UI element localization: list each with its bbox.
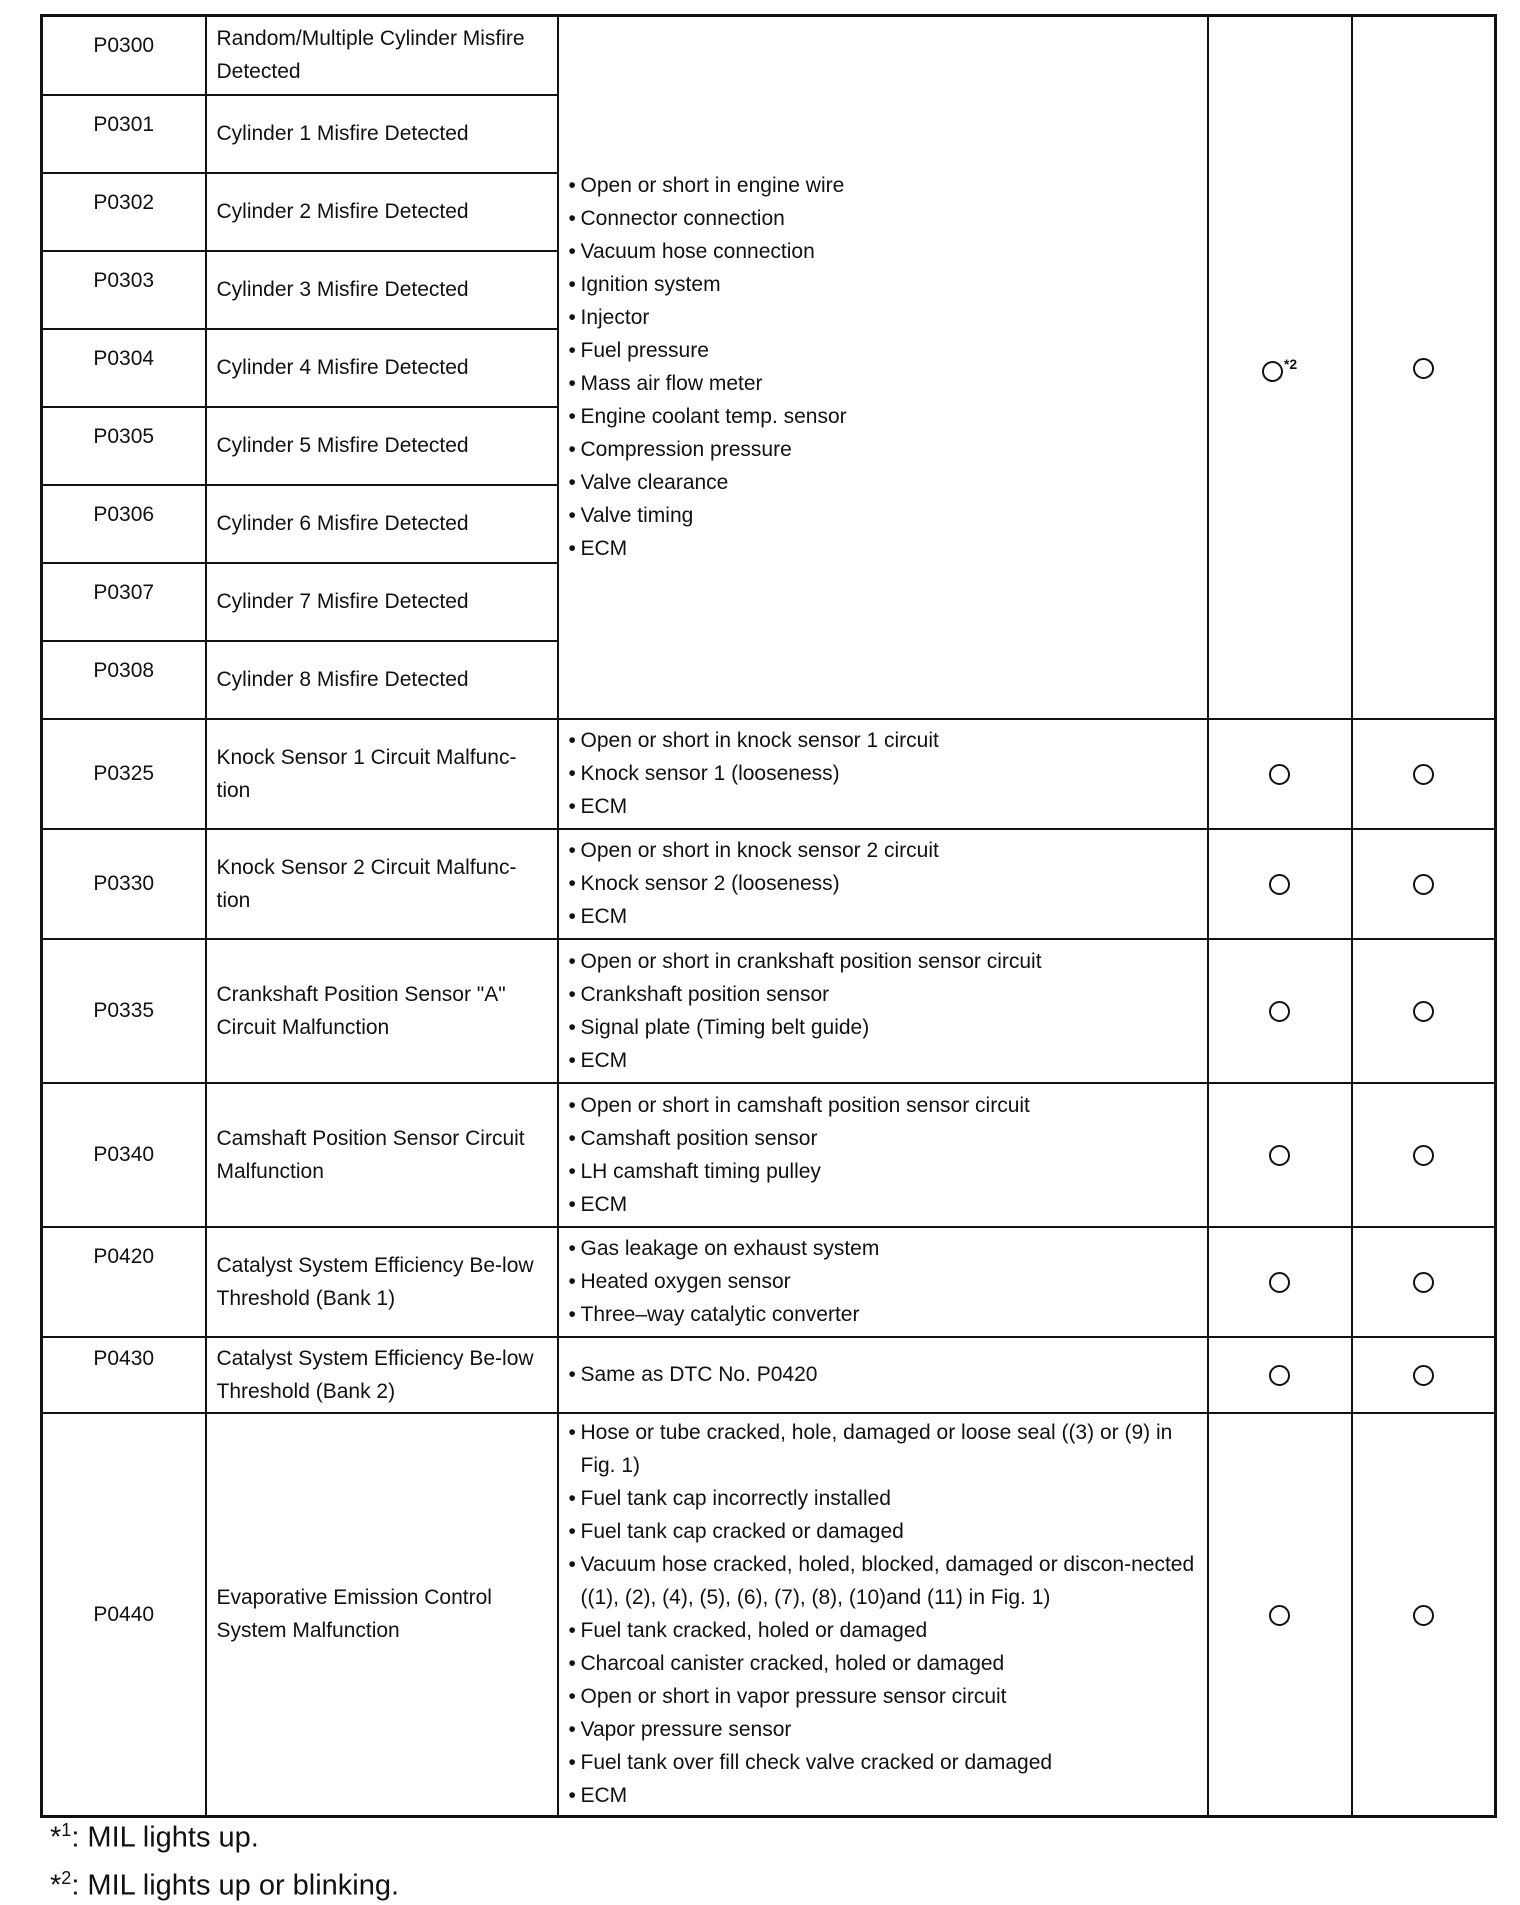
mil-cell	[1208, 939, 1352, 1083]
footnote-text: : MIL lights up.	[71, 1821, 259, 1854]
trouble-area-item: • Mass air flow meter	[569, 367, 1197, 400]
memory-cell	[1352, 1413, 1496, 1817]
dtc-code: P0440	[42, 1413, 206, 1817]
dtc-description: Crankshaft Position Sensor "A" Circuit Malfunction	[206, 939, 558, 1083]
table-row	[42, 939, 1496, 1083]
dtc-code: P0304	[42, 329, 206, 407]
dtc-code: P0307	[42, 563, 206, 641]
mil-cell	[1208, 16, 1352, 719]
trouble-area-item: • Crankshaft position sensor	[569, 978, 1197, 1011]
table-row	[42, 1083, 1496, 1227]
trouble-area-item: • Open or short in knock sensor 1 circuit	[569, 724, 1197, 757]
circle-mark-icon	[1269, 1605, 1290, 1626]
trouble-area-item: • Fuel tank cap cracked or damaged	[569, 1515, 1197, 1548]
dtc-table	[40, 14, 1497, 1818]
memory-cell	[1352, 719, 1496, 829]
mil-cell	[1208, 1413, 1352, 1817]
dtc-description: Cylinder 7 Misfire Detected	[206, 563, 558, 641]
trouble-area-item: • ECM	[569, 532, 1197, 565]
trouble-area-cell	[558, 829, 1208, 939]
table-row	[42, 16, 1496, 95]
footnote-number: 1	[61, 1820, 72, 1840]
dtc-code: P0420	[42, 1227, 206, 1337]
table-row	[42, 1227, 1496, 1337]
trouble-area-item: • LH camshaft timing pulley	[569, 1155, 1197, 1188]
dtc-code: P0430	[42, 1337, 206, 1413]
table-row	[42, 1413, 1496, 1817]
footnote-mark: *	[50, 1869, 62, 1902]
memory-cell	[1352, 16, 1496, 719]
trouble-area-list	[569, 1416, 1197, 1812]
trouble-area-item: • Same as DTC No. P0420	[569, 1358, 1197, 1391]
trouble-area-list	[569, 834, 1197, 933]
trouble-area-item: • Fuel tank cracked, holed or damaged	[569, 1614, 1197, 1647]
dtc-description: Cylinder 5 Misfire Detected	[206, 407, 558, 485]
trouble-area-item: • Open or short in engine wire	[569, 169, 1197, 202]
dtc-code: P0302	[42, 173, 206, 251]
trouble-area-item: • Signal plate (Timing belt guide)	[569, 1011, 1197, 1044]
dtc-description: Evaporative Emission Control System Malfunction	[206, 1413, 558, 1817]
dtc-code: P0330	[42, 829, 206, 939]
trouble-area-item: • Fuel tank over fill check valve cracked or damaged	[569, 1746, 1197, 1779]
trouble-area-cell	[558, 719, 1208, 829]
memory-cell	[1352, 1083, 1496, 1227]
mil-cell	[1208, 719, 1352, 829]
trouble-area-item: • ECM	[569, 1779, 1197, 1812]
dtc-description: Cylinder 1 Misfire Detected	[206, 95, 558, 173]
trouble-area-item: • Engine coolant temp. sensor	[569, 400, 1197, 433]
dtc-description: Random/Multiple Cylinder Misfire Detected	[206, 16, 558, 95]
circle-mark-icon	[1262, 361, 1283, 382]
trouble-area-item: • Connector connection	[569, 202, 1197, 235]
mil-cell	[1208, 1337, 1352, 1413]
dtc-description: Knock Sensor 2 Circuit Malfunc-tion	[206, 829, 558, 939]
trouble-area-cell	[558, 1337, 1208, 1413]
circle-mark-icon	[1269, 874, 1290, 895]
trouble-area-item: • Open or short in crankshaft position sensor circuit	[569, 945, 1197, 978]
dtc-description: Cylinder 8 Misfire Detected	[206, 641, 558, 719]
trouble-area-item: • Hose or tube cracked, hole, damaged or loose seal ((3) or (9) in Fig. 1)	[569, 1416, 1197, 1482]
dtc-code: P0306	[42, 485, 206, 563]
footnote-mark: *	[50, 1821, 62, 1854]
mil-cell	[1208, 829, 1352, 939]
trouble-area-item: • ECM	[569, 1188, 1197, 1221]
memory-cell	[1352, 829, 1496, 939]
trouble-area-list	[569, 169, 1197, 565]
table-row	[42, 829, 1496, 939]
circle-mark-icon	[1269, 1145, 1290, 1166]
dtc-description: Catalyst System Efficiency Be-low Threshold (Bank 1)	[206, 1227, 558, 1337]
trouble-area-item: • Valve clearance	[569, 466, 1197, 499]
dtc-code: P0305	[42, 407, 206, 485]
circle-mark-icon	[1413, 1001, 1434, 1022]
trouble-area-item: • Gas leakage on exhaust system	[569, 1232, 1197, 1265]
dtc-code: P0308	[42, 641, 206, 719]
trouble-area-cell	[558, 939, 1208, 1083]
trouble-area-item: • ECM	[569, 790, 1197, 823]
table-row	[42, 1337, 1496, 1413]
mil-cell	[1208, 1227, 1352, 1337]
trouble-area-item: • Vacuum hose connection	[569, 235, 1197, 268]
memory-cell	[1352, 1337, 1496, 1413]
circle-mark-icon	[1269, 1272, 1290, 1293]
trouble-area-item: • Vapor pressure sensor	[569, 1713, 1197, 1746]
trouble-area-list	[569, 1358, 1197, 1391]
trouble-area-cell	[558, 1227, 1208, 1337]
dtc-table-body	[42, 16, 1496, 1817]
memory-cell	[1352, 1227, 1496, 1337]
circle-mark-icon	[1413, 358, 1434, 379]
footnotes	[50, 1810, 399, 1905]
dtc-description: Camshaft Position Sensor Circuit Malfunction	[206, 1083, 558, 1227]
trouble-area-list	[569, 724, 1197, 823]
circle-mark-icon	[1269, 1001, 1290, 1022]
trouble-area-item: • Open or short in vapor pressure sensor circuit	[569, 1680, 1197, 1713]
footnote-number: 2	[61, 1867, 72, 1888]
circle-mark-icon	[1269, 764, 1290, 785]
trouble-area-cell	[558, 1413, 1208, 1817]
trouble-area-list	[569, 945, 1197, 1077]
trouble-area-item: • Three–way catalytic converter	[569, 1298, 1197, 1331]
dtc-description: Cylinder 4 Misfire Detected	[206, 329, 558, 407]
dtc-description: Catalyst System Efficiency Be-low Threshold (Bank 2)	[206, 1337, 558, 1413]
trouble-area-item: • ECM	[569, 900, 1197, 933]
circle-mark-icon	[1413, 1145, 1434, 1166]
footnote-2	[50, 1858, 399, 1905]
trouble-area-item: • Vacuum hose cracked, holed, blocked, damaged or discon-nected ((1), (2), (4), (5), (6), (7), (8), (10)and (11) in Fig. 1)	[569, 1548, 1197, 1614]
trouble-area-item: • Valve timing	[569, 499, 1197, 532]
dtc-code: P0335	[42, 939, 206, 1083]
trouble-area-cell	[558, 1083, 1208, 1227]
footnote-1	[50, 1810, 399, 1858]
dtc-description: Cylinder 6 Misfire Detected	[206, 485, 558, 563]
trouble-area-item: • Charcoal canister cracked, holed or damaged	[569, 1647, 1197, 1680]
trouble-area-item: • Heated oxygen sensor	[569, 1265, 1197, 1298]
circle-mark-icon	[1413, 1272, 1434, 1293]
dtc-code: P0301	[42, 95, 206, 173]
trouble-area-item: • Fuel pressure	[569, 334, 1197, 367]
trouble-area-item: • Open or short in camshaft position sensor circuit	[569, 1089, 1197, 1122]
dtc-code: P0303	[42, 251, 206, 329]
circle-mark-icon	[1413, 1605, 1434, 1626]
dtc-description: Knock Sensor 1 Circuit Malfunc-tion	[206, 719, 558, 829]
trouble-area-item: • Compression pressure	[569, 433, 1197, 466]
trouble-area-item: • Camshaft position sensor	[569, 1122, 1197, 1155]
dtc-code: P0340	[42, 1083, 206, 1227]
footnote-text: : MIL lights up or blinking.	[71, 1869, 400, 1902]
trouble-area-list	[569, 1232, 1197, 1331]
dtc-description: Cylinder 3 Misfire Detected	[206, 251, 558, 329]
dtc-description: Cylinder 2 Misfire Detected	[206, 173, 558, 251]
circle-mark-icon	[1413, 764, 1434, 785]
trouble-area-item: • Open or short in knock sensor 2 circuit	[569, 834, 1197, 867]
trouble-area-item: • Knock sensor 2 (looseness)	[569, 867, 1197, 900]
trouble-area-item: • Injector	[569, 301, 1197, 334]
circle-mark-icon	[1413, 874, 1434, 895]
trouble-area-item: • Knock sensor 1 (looseness)	[569, 757, 1197, 790]
dtc-code: P0300	[42, 16, 206, 95]
footnote-ref: *2	[1283, 355, 1298, 372]
circle-mark-icon	[1413, 1365, 1434, 1386]
circle-mark-icon	[1269, 1365, 1290, 1386]
table-row	[42, 719, 1496, 829]
trouble-area-cell	[558, 16, 1208, 719]
memory-cell	[1352, 939, 1496, 1083]
trouble-area-item: • Fuel tank cap incorrectly installed	[569, 1482, 1197, 1515]
trouble-area-item: • ECM	[569, 1044, 1197, 1077]
dtc-code: P0325	[42, 719, 206, 829]
trouble-area-item: • Ignition system	[569, 268, 1197, 301]
mil-cell	[1208, 1083, 1352, 1227]
trouble-area-list	[569, 1089, 1197, 1221]
